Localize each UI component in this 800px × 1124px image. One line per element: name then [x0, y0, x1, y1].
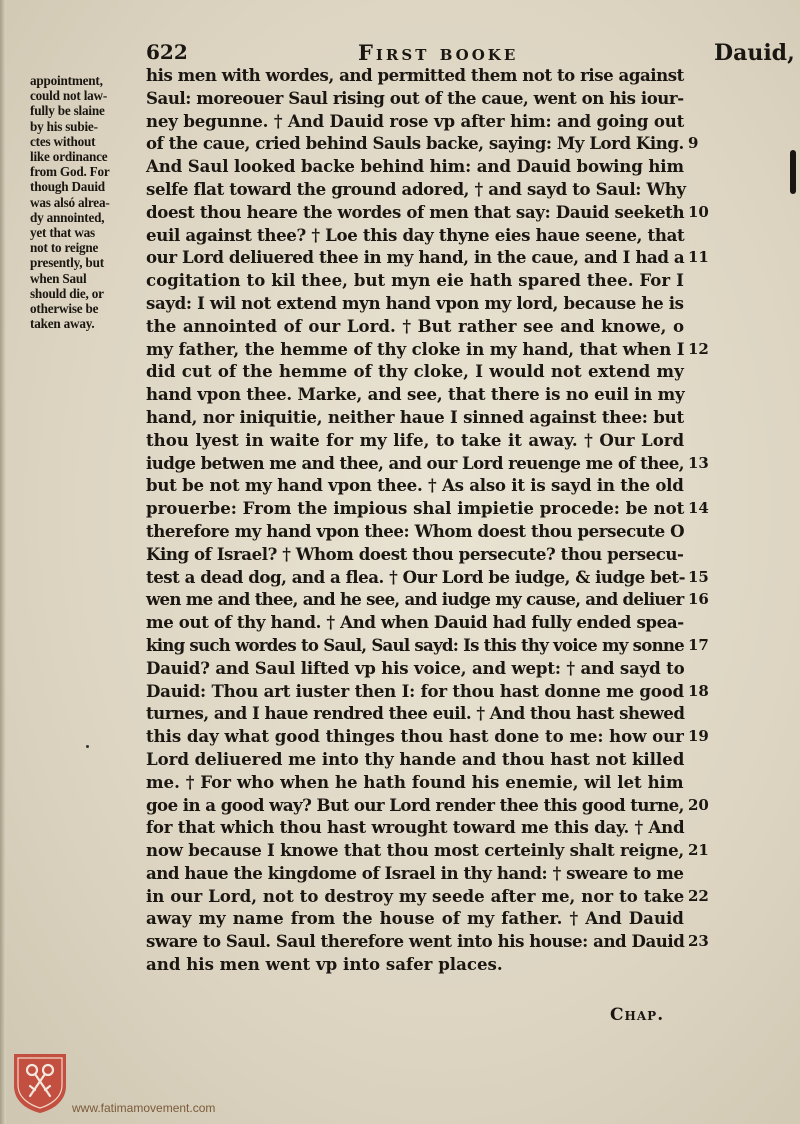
margin-note-line: not to reigne: [30, 240, 99, 256]
verse-number: [688, 269, 728, 292]
margin-note-line: should die, or: [30, 285, 104, 301]
verse-number: [688, 155, 728, 178]
verse-number: [688, 383, 728, 406]
margin-note-line: yet that was: [30, 225, 95, 241]
text-line: Dauid: Thou art iuster then I: for thou hast donne me good: [146, 680, 684, 701]
verse-number: 21: [688, 841, 709, 860]
verse-number: 9: [688, 134, 699, 153]
verse-number: [688, 611, 728, 634]
text-line: sware to Saul. Saul therefore went into his house: and Dauid: [146, 931, 685, 952]
text-line: turnes, and I haue rendred thee euil. † And thou hast shewed: [146, 703, 685, 724]
page-left-edge: [0, 0, 6, 1124]
text-line: the annointed of our Lord. † But rather see and knowe, o: [146, 315, 685, 336]
verse-number: 20: [688, 795, 709, 814]
margin-note-line: dy annointed,: [30, 209, 105, 225]
verse-number: 15: [688, 567, 709, 586]
text-line: Dauid? and Saul lifted vp his voice, and wept: † and sayd to: [146, 657, 685, 678]
text-line: my father, the hemme of thy cloke in my hand, that when I: [146, 338, 685, 359]
margin-note-line: though Dauid: [30, 179, 105, 195]
text-line: selfe flat toward the ground adored, † and sayd to Saul: Why: [146, 178, 686, 199]
running-title: First booke: [358, 40, 519, 65]
text-line: Saul: moreouer Saul rising out of the caue, went on his iour-: [146, 87, 684, 108]
verse-number: 13: [688, 453, 709, 472]
verse-number: [688, 406, 728, 429]
verse-number: [688, 292, 728, 315]
text-line: Lord deliuered me into thy hande and thou hast not killed: [146, 748, 685, 769]
verse-number: 19: [688, 727, 709, 746]
text-line: ney begunne. † And Dauid rose vp after him: and going out: [146, 110, 685, 131]
verse-numbers: [688, 64, 728, 976]
text-line: hand, nor iniquitie, neither haue I sinned against thee: but: [146, 406, 684, 427]
text-line: and haue the kingdome of Israel in thy hand: † sweare to me: [146, 862, 684, 883]
verse-number: [688, 543, 728, 566]
margin-note-line: like ordinance: [30, 149, 108, 165]
verse-number: [688, 474, 728, 497]
verse-number: [688, 771, 728, 794]
text-line: wen me and thee, and he see, and iudge my cause, and deliuer: [146, 589, 684, 610]
verse-number: [688, 520, 728, 543]
verse-number: 10: [688, 202, 709, 221]
verse-number: [688, 816, 728, 839]
text-line: in our Lord, not to destroy my seede after me, nor to take: [146, 885, 685, 906]
text-line: iudge betwen me and thee, and our Lord reuenge me of thee,: [146, 452, 685, 473]
verse-number: [688, 224, 728, 247]
margin-note-line: when Saul: [30, 270, 87, 286]
verse-number: [688, 87, 728, 110]
text-line: cogitation to kil thee, but myn eie hath spared thee. For I: [146, 270, 684, 291]
text-line: this day what good thinges thou hast done to me: how our: [146, 726, 684, 747]
verse-number: 11: [688, 248, 709, 267]
text-line: therefore my hand vpon thee: Whom doest thou persecute O: [146, 520, 685, 541]
margin-note-line: from God. For: [30, 164, 110, 180]
catchword: Chap.: [610, 1005, 665, 1025]
text-line: his men with wordes, and permitted them not to rise against: [146, 65, 684, 85]
text-line: me out of thy hand. † And when Dauid had fully ended spea-: [146, 612, 684, 633]
text-line: our Lord deliuered thee in my hand, in the caue, and I had a: [146, 247, 685, 268]
text-line: sayd: I wil not extend myn hand vpon my lord, because he is: [146, 292, 684, 313]
text-line: but be not my hand vpon thee. † As also it is sayd in the old: [146, 475, 684, 496]
text-line: prouerbe: From the impious shal impietie procede: be not: [146, 498, 685, 519]
text-line: doest thou heare the wordes of men that say: Dauid seeketh: [146, 201, 685, 222]
margin-note-line: taken away.: [30, 316, 95, 332]
text-line: away my name from the house of my father. † And Dauid: [146, 908, 684, 929]
text-line: king such wordes to Saul, Saul sayd: Is this thy voice my sonne: [146, 634, 684, 655]
verse-number: [688, 64, 728, 87]
text-line: and his men went vp into safer places.: [146, 954, 503, 975]
verse-number: [688, 907, 728, 930]
verse-number: 17: [688, 635, 709, 654]
margin-note-line: could not law-: [30, 88, 108, 104]
page-number: 622: [146, 40, 188, 64]
margin-note-line: otherwise be: [30, 301, 99, 317]
verse-number: [688, 110, 728, 133]
text-line: euil against thee? † Loe this day thyne eies haue seene, that: [146, 224, 685, 245]
running-head-right: Dauid,: [714, 40, 795, 66]
verse-number: [688, 953, 728, 976]
text-line: thou lyest in waite for my life, to take it away. † Our Lord: [146, 429, 685, 450]
text-line: of the caue, cried behind Sauls backe, saying: My Lord King.: [146, 133, 684, 154]
ink-speck: [86, 745, 89, 748]
verse-number: [688, 657, 728, 680]
text-line: for that which thou hast wrought toward me this day. † And: [146, 817, 685, 838]
verse-number: [688, 862, 728, 885]
verse-number: [688, 360, 728, 383]
text-line: me. † For who when he hath found his enemie, wil let him: [146, 771, 684, 792]
margin-note-line: presently, but: [30, 255, 104, 271]
watermark-url[interactable]: www.fatimamovement.com: [72, 1101, 216, 1115]
page-edge-mark: [790, 150, 796, 194]
verse-number: [688, 429, 728, 452]
text-line: hand vpon thee. Marke, and see, that there is no euil in my: [146, 384, 685, 405]
verse-number: 12: [688, 339, 709, 358]
verse-number: 16: [688, 590, 709, 609]
verse-number: [688, 748, 728, 771]
text-line: did cut of the hemme of thy cloke, I would not extend my: [146, 361, 684, 382]
text-line: And Saul looked backe behind him: and Dauid bowing him: [146, 156, 684, 177]
text-line: goe in a good way? But our Lord render thee this good turne,: [146, 794, 684, 815]
margin-note: [30, 73, 142, 331]
verse-number: [688, 702, 728, 725]
verse-number: 23: [688, 932, 709, 951]
margin-note-line: fully be slaine: [30, 103, 105, 119]
margin-note-line: was alsó alrea-: [30, 194, 110, 210]
body-text: [146, 64, 686, 976]
text-line: test a dead dog, and a flea. † Our Lord be iudge, & iudge bet-: [146, 566, 686, 587]
verse-number: 22: [688, 886, 709, 905]
verse-number: [688, 315, 728, 338]
margin-note-line: appointment,: [30, 73, 103, 88]
verse-number: [688, 178, 728, 201]
text-line: King of Israel? † Whom doest thou persecute? thou persecu-: [146, 543, 684, 564]
verse-number: 18: [688, 681, 709, 700]
verse-number: 14: [688, 499, 709, 518]
text-line: now because I knowe that thou most certeinly shalt reigne,: [146, 840, 684, 861]
margin-note-line: by his subie-: [30, 118, 98, 134]
shield-crest-icon[interactable]: [12, 1052, 68, 1114]
margin-note-line: ctes without: [30, 133, 96, 149]
